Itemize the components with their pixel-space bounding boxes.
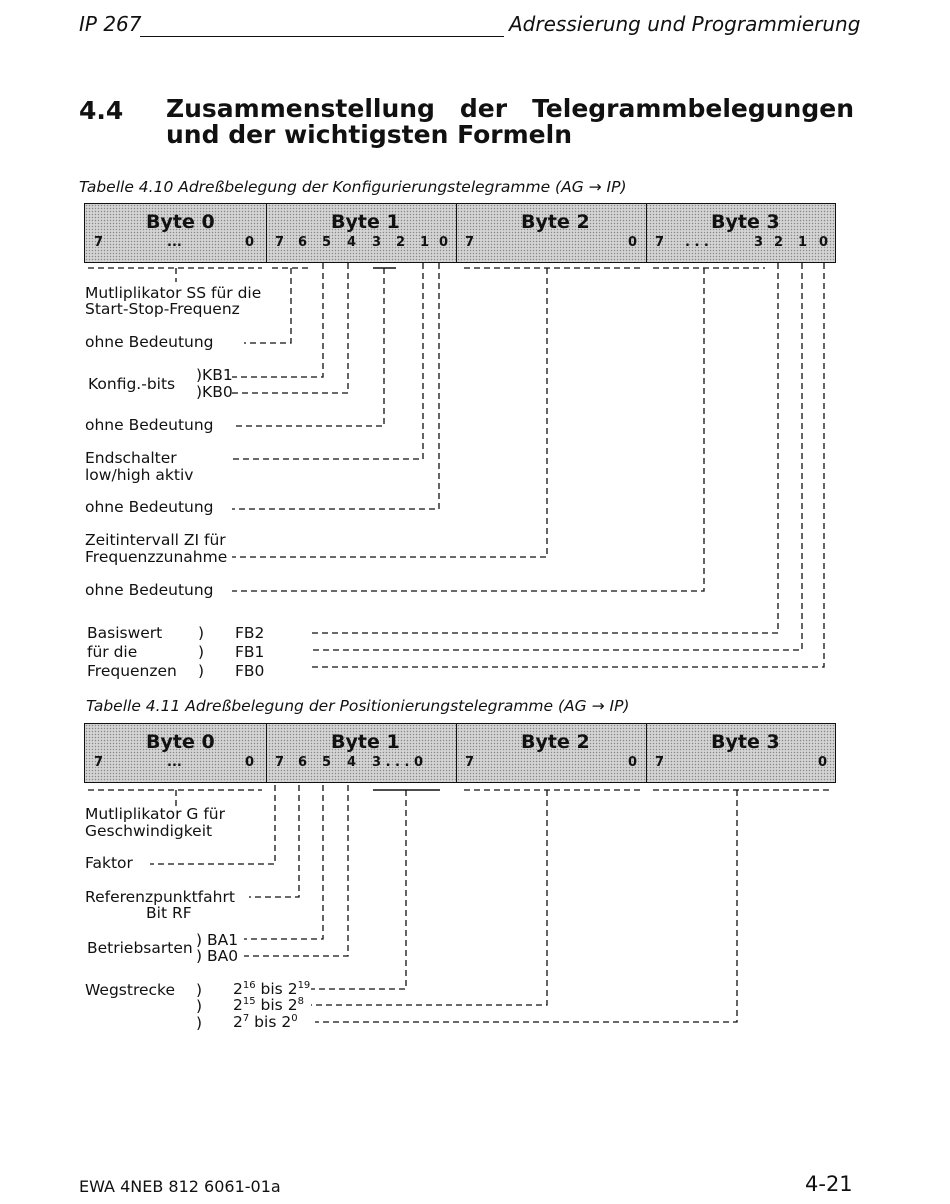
label-kb1: )KB1 [196, 366, 233, 384]
bit-label: 7 [94, 755, 104, 770]
label-range-15-8: $2^{15}$ bis $2^8$ [233, 996, 304, 1015]
label-zeitintervall-2: Frequenzzunahme [85, 548, 228, 566]
label-basiswert-2: für die [87, 643, 138, 661]
leader-line [232, 263, 439, 509]
label-basiswert: Basiswert [87, 624, 163, 642]
page-number: 4-21 [805, 1172, 853, 1196]
bit-label: 0 [628, 235, 638, 250]
leader-line [311, 790, 547, 1005]
bit-label: 4 [347, 235, 357, 250]
bit-label: 3 [754, 235, 764, 250]
leader-line [311, 263, 802, 650]
byte-2-header: Byte 2 [521, 211, 590, 233]
byte-0-header: Byte 0 [146, 211, 215, 233]
label-fb2: FB2 [235, 624, 265, 642]
bit-label: 0 [819, 235, 829, 250]
table-4-10-caption: Tabelle 4.10 Adreßbelegung der Konfigurierungstelegramme (AG → IP) [79, 178, 627, 196]
paren: ) [196, 997, 203, 1015]
table-4-11-caption: Tabelle 4.11 Adreßbelegung der Positionierungstelegramme (AG → IP) [86, 697, 630, 715]
label-zeitintervall: Zeitintervall ZI für [85, 531, 226, 549]
byte-1-header: Byte 1 [331, 211, 400, 233]
leader-line [249, 785, 299, 897]
label-ohne-bedeutung: ohne Bedeutung [85, 333, 214, 351]
leader-line [232, 268, 547, 557]
byte-divider [266, 724, 267, 782]
label-mult-g: Mutliplikator G für [85, 805, 225, 823]
bit-label: 5 [322, 235, 332, 250]
leader-line [244, 785, 348, 956]
byte-divider [266, 204, 267, 262]
bit-label: 7 [655, 235, 665, 250]
label-mult-ss-2: Start-Stop-Frequenz [85, 300, 240, 318]
label-bit-rf: Bit RF [146, 904, 192, 922]
bit-label: 0 [439, 235, 449, 250]
paren: ) [198, 643, 205, 661]
label-mult-ss: Mutliplikator SS für die [85, 284, 262, 302]
byte-3-header: Byte 3 [711, 211, 780, 233]
label-basiswert-3: Frequenzen [87, 662, 177, 680]
header-right: Adressierung und Programmierung [509, 12, 861, 36]
table-4-10-bytes [84, 203, 836, 263]
bit-label: 1 [420, 235, 430, 250]
label-ohne-bedeutung: ohne Bedeutung [85, 581, 214, 599]
byte-divider [646, 724, 647, 782]
label-ohne-bedeutung: ohne Bedeutung [85, 498, 214, 516]
leader-line [232, 263, 323, 377]
header-rule [140, 36, 504, 37]
bit-label: 7 [465, 235, 475, 250]
label-fb1: FB1 [235, 643, 265, 661]
bit-label: 7 [94, 235, 104, 250]
bit-label: ... [167, 755, 182, 770]
leader-line [244, 785, 323, 939]
label-referenzpunktfahrt: Referenzpunktfahrt [85, 888, 235, 906]
byte-1-header: Byte 1 [331, 731, 400, 753]
paren: ) [198, 662, 205, 680]
section-title: Zusammenstellung der Telegrammbelegungen und der wichtigsten Formeln [166, 94, 854, 149]
label-ohne-bedeutung: ohne Bedeutung [85, 416, 214, 434]
bit-label: 7 [275, 755, 285, 770]
leader-line [311, 263, 824, 667]
label-range-16-19: $2^{16}$ bis $2^{19}$ [233, 980, 311, 999]
bit-label: 2 [774, 235, 784, 250]
byte-divider [456, 724, 457, 782]
bit-label: 7 [465, 755, 475, 770]
label-fb0: FB0 [235, 662, 265, 680]
label-ba1: ) BA1 [196, 931, 239, 949]
byte-0-header: Byte 0 [146, 731, 215, 753]
bit-label: . . . [685, 235, 709, 250]
bit-label: 0 [628, 755, 638, 770]
bit-label: 7 [655, 755, 665, 770]
leader-line [244, 268, 291, 343]
leader-line [232, 268, 704, 591]
paren: ) [196, 1014, 203, 1032]
bit-label: 2 [396, 235, 406, 250]
table-4-11-bytes [84, 723, 836, 783]
bit-label: 6 [298, 755, 308, 770]
leader-line [311, 263, 778, 633]
leader-line [315, 790, 737, 1022]
bit-label: 0 [818, 755, 828, 770]
bit-label: 4 [347, 755, 357, 770]
paren: ) [198, 624, 205, 642]
label-faktor: Faktor [85, 854, 133, 872]
byte-2-header: Byte 2 [521, 731, 590, 753]
label-ba0: ) BA0 [196, 947, 239, 965]
label-endschalter-2: low/high aktiv [85, 466, 194, 484]
bit-label: 1 [798, 235, 808, 250]
bit-label: 0 [245, 755, 255, 770]
byte-divider [456, 204, 457, 262]
section-number: 4.4 [79, 96, 124, 125]
bit-label: 3 . . . 0 [372, 755, 424, 770]
label-konfig-bits: Konfig.-bits [88, 375, 176, 393]
leader-line [232, 263, 348, 393]
bit-label: 6 [298, 235, 308, 250]
leader-line [311, 790, 406, 989]
label-endschalter: Endschalter [85, 449, 177, 467]
bit-label: 0 [245, 235, 255, 250]
bit-label: 3 [372, 235, 382, 250]
header-left: IP 267 [79, 12, 142, 36]
byte-3-header: Byte 3 [711, 731, 780, 753]
footer-doc-number: EWA 4NEB 812 6061-01a [79, 1177, 281, 1196]
bit-label: ... [167, 235, 182, 250]
byte-divider [646, 204, 647, 262]
label-betriebsarten: Betriebsarten [87, 939, 193, 957]
bit-label: 7 [275, 235, 285, 250]
label-kb0: )KB0 [196, 383, 233, 401]
label-wegstrecke: Wegstrecke [85, 981, 175, 999]
label-range-7-0: $2^7$ bis $2^0$ [233, 1013, 298, 1032]
bit-label: 5 [322, 755, 332, 770]
label-mult-g-2: Geschwindigkeit [85, 822, 213, 840]
paren: ) [196, 981, 203, 999]
